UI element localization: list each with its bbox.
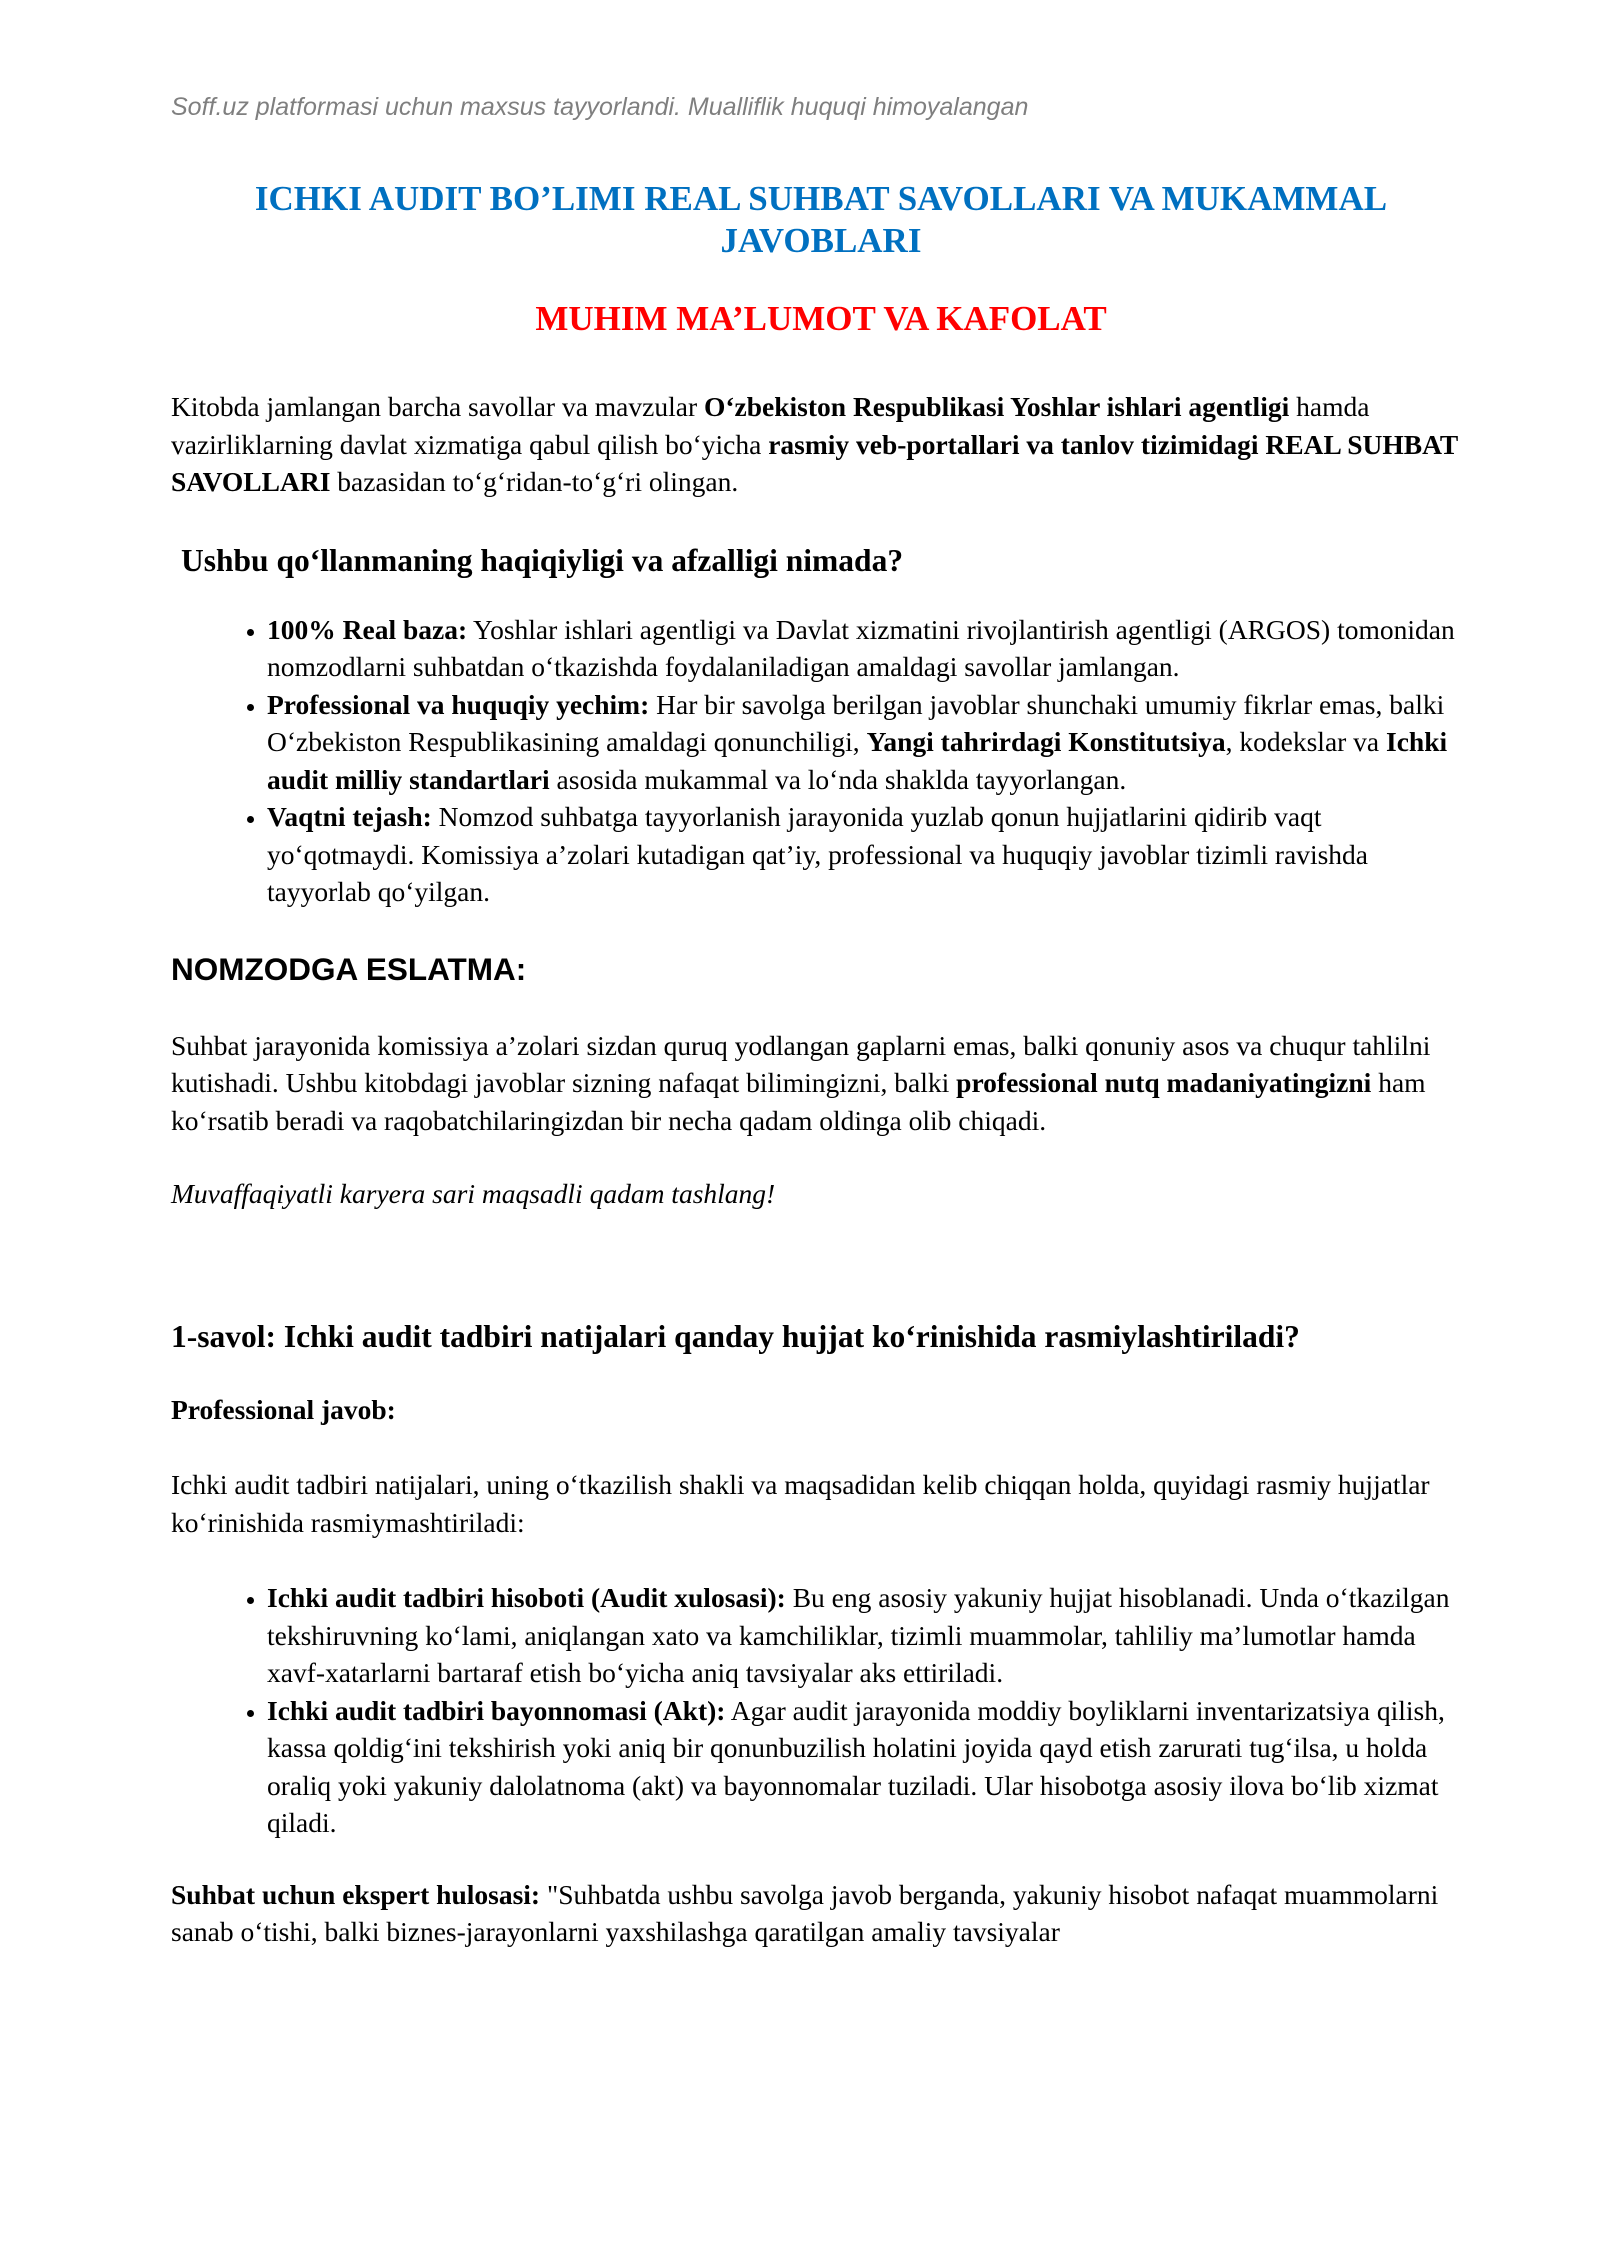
intro-bold-1: O‘zbekiston Respublikasi Yoshlar ishlari agentligi [703,391,1290,422]
document-title [171,178,1471,262]
item-text: Agar audit jarayonida moddiy boyliklarni inventarizatsiya qilish, kassa qoldig‘ini tekshirish yoki aniq bir qonunbuzilish holatini joyida qayd etish zarurati tug‘ilsa, u holda oraliq yoki yakuniy dalolatnoma (akt) va bayonnomalar tuziladi. Ular hisobotga asosiy ilova bo‘lib xizmat qiladi. [267,1694,1445,1838]
reminder-paragraph [171,1027,1471,1140]
item-text: Har bir savolga berilgan javoblar shunchaki umumiy fikrlar emas, balki O‘zbekiston Respublikasining amaldagi qonunchiligi, [267,688,1445,757]
list-item [267,798,1471,911]
expert-label: Suhbat uchun ekspert hulosasi: [171,1878,541,1910]
item-bold: Ichki audit milliy standartlari [267,726,1448,795]
advantages-list [171,611,1471,911]
expert-text: "Suhbatda ushbu savolga javob berganda, yakuniy hisobot nafaqat muammolarni sanab o‘tishi, balki biznes-jarayonlarni yaxshilashga qaratilgan amaliy tavsiyalar [171,1878,1439,1947]
title-line-1: ICHKI AUDIT BO’LIMI REAL SUHBAT SAVOLLARI VA MUKAMMAL [254,179,1388,218]
item-text: Nomzod suhbatga tayyorlanish jarayonida yuzlab qonun hujjatlarini qidirib vaqt yo‘qotmaydi. Komissiya a’zolari kutadigan qat’iy, professional va huquqiy javoblar tizimli ravishda tayyorlab qo‘yilgan. [267,801,1369,907]
intro-text-1: Kitobda jamlangan barcha savollar va mavzular [171,391,704,422]
list-item [267,1579,1471,1692]
item-text: Bu eng asosiy yakuniy hujjat hisoblanadi. Unda o‘tkazilgan tekshiruvning ko‘lami, aniqlangan xato va kamchiliklar, tizimli muammolar, tahliliy ma’lumotlar hamda xavf-xatarlarni bartaraf etish bo‘yicha aniq tavsiyalar aks ettiriladi. [267,1582,1450,1688]
reminder-text-1: Suhbat jarayonida komissiya a’zolari sizdan quruq yodlangan gaplarni emas, balki qonuniy asos va chuqur tahlilni kutishadi. Ushbu kitobdagi javoblar sizning nafaqat bilimingizni, balki [171,1029,1431,1098]
item-bold: Yangi tahrirdagi Konstitutsiya [866,726,1226,757]
document-page [171,90,1471,1951]
item-label: Ichki audit tadbiri bayonnomasi (Akt): [267,1694,726,1726]
item-label: Professional va huquqiy yechim: [267,688,650,720]
answer-intro: Ichki audit tadbiri natijalari, uning o‘tkazilish shakli va maqsadidan kelib chiqqan holda, quyidagi rasmiy hujjatlar ko‘rinishida rasmiymashtiriladi: [171,1469,1430,1538]
intro-bold-2: rasmiy veb-portallari va tanlov tizimidagi REAL SUHBAT SAVOLLARI [171,428,1458,497]
answer-list [171,1579,1471,1842]
item-label: 100% Real baza: [267,613,468,645]
list-item [267,686,1471,799]
list-item [267,611,1471,686]
item-text: , kodekslar va [1225,726,1387,757]
item-text: asosida mukammal va lo‘nda shaklda tayyorlangan. [549,763,1127,795]
item-text: Yoshlar ishlari agentligi va Davlat xizmatini rivojlantirish agentligi (ARGOS) tomonidan nomzodlarni suhbatdan o‘tkazishda foydalaniladigan amaldagi savollar jamlangan. [267,613,1455,682]
section-heading-advantages: Ushbu qo‘llanmaning haqiqiyligi va afzalligi nimada? [181,542,904,578]
item-label: Vaqtni tejash: [267,801,432,832]
expert-conclusion [171,1876,1471,1951]
item-label: Ichki audit tadbiri hisoboti (Audit xulosasi): [267,1582,786,1613]
list-item [267,1692,1471,1842]
intro-paragraph [171,388,1471,501]
document-subtitle: MUHIM MA’LUMOT VA KAFOLAT [535,299,1107,338]
title-line-2: JAVOBLARI [720,221,922,260]
intro-text-3: bazasidan to‘g‘ridan-to‘g‘ri olingan. [330,466,739,497]
question-1-title: 1-savol: Ichki audit tadbiri natijalari qanday hujjat ko‘rinishida rasmiylashtiriladi? [171,1318,1300,1354]
intro-text-2: hamda vazirliklarning davlat xizmatiga qabul qilish bo‘yicha [171,391,1370,460]
reminder-bold: professional nutq madaniyatingizni [956,1067,1372,1098]
motto: Muvaffaqiyatli karyera sari maqsadli qadam tashlang! [171,1178,776,1209]
answer-label: Professional javob: [171,1393,396,1425]
reminder-text-2: ham ko‘rsatib beradi va raqobatchilaringizdan bir necha qadam oldinga olib chiqadi. [171,1067,1426,1136]
watermark-header: Soff.uz platformasi uchun maxsus tayyorlandi. Mualliflik huquqi himoyalangan [171,93,1029,121]
reminder-heading: NOMZODGA ESLATMA: [171,950,527,987]
